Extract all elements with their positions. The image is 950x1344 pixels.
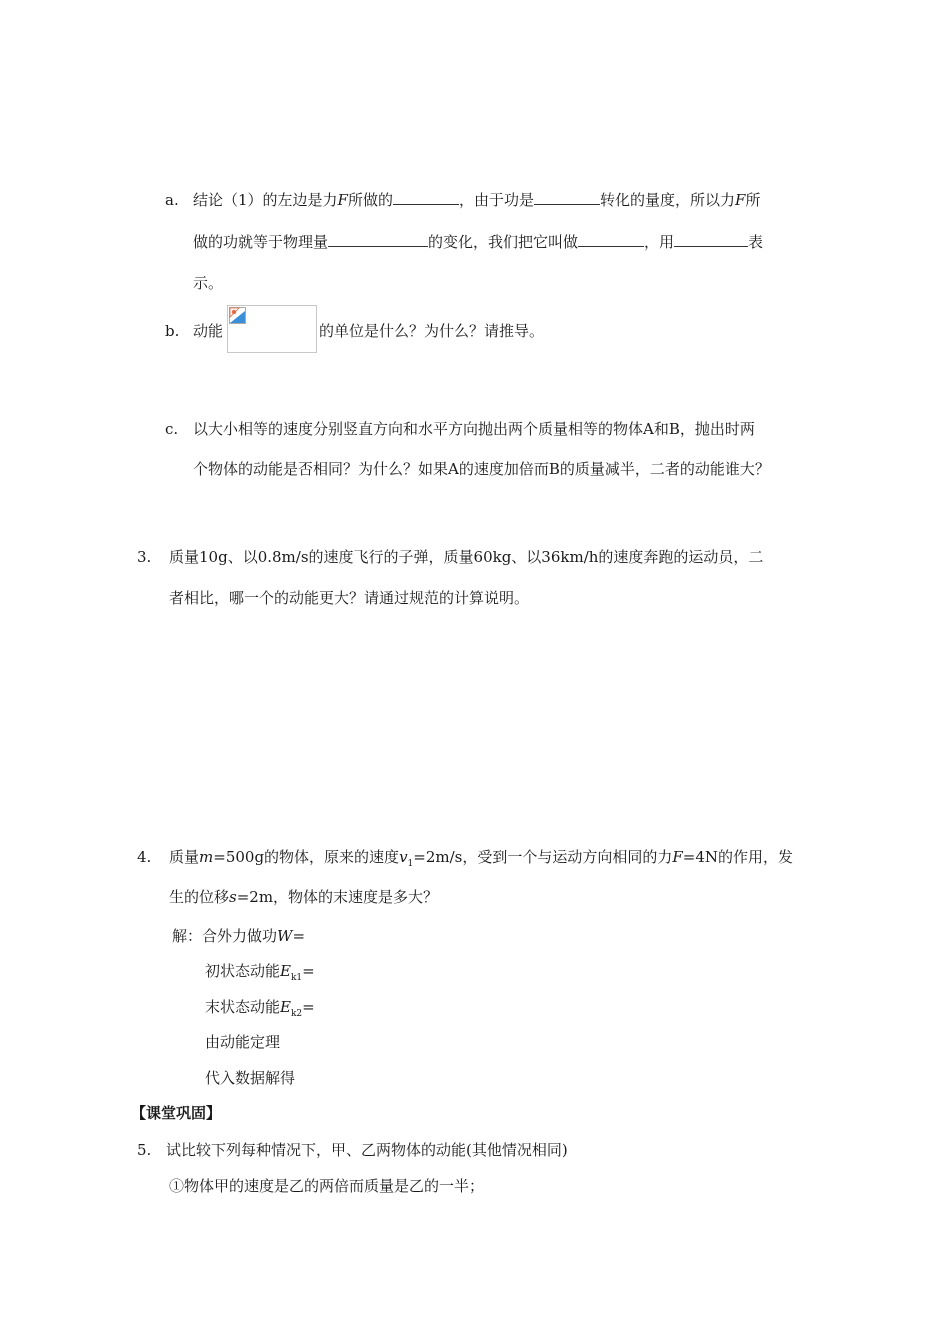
solution-solve-line: 代入数据解得 (205, 1069, 296, 1087)
blank-field[interactable] (393, 190, 459, 205)
formula-image-placeholder (227, 305, 317, 353)
item-3-line2: 者相比，哪一个的动能更大？请通过规范的计算说明。 (169, 589, 530, 607)
item-4-line2: 生的位移s=2m，物体的末速度是多大？ (169, 888, 439, 906)
solution-theorem-line: 由动能定理 (205, 1033, 281, 1051)
blank-field[interactable] (578, 232, 644, 247)
item-b-text-after: 的单位是什么？为什么？请推导。 (319, 322, 545, 340)
solution-work-line: 解：合外力做功W= (172, 927, 306, 945)
item-c-label: c. (165, 420, 179, 438)
item-a-line1: 结论（1）的左边是力F所做的 ，由于功是 转化的量度，所以力F所 (193, 191, 761, 209)
item-4-label: 4. (137, 848, 152, 866)
solution-ek2-line: 末状态动能$E_{k2}=$ (205, 998, 315, 1019)
broken-image-icon (229, 307, 246, 324)
item-3-line1: 质量10g、以0.8m/s的速度飞行的子弹，质量60kg、以36km/h的速度奔跑的运动员，二 (169, 548, 764, 566)
item-a-line2: 做的功就等于物理量 的变化，我们把它叫做 ，用 表 (193, 233, 764, 251)
section-heading: 【课堂巩固】 (131, 1104, 222, 1122)
item-3-label: 3. (137, 548, 152, 566)
item-5-label: 5. (137, 1141, 152, 1159)
blank-field[interactable] (534, 190, 600, 205)
item-c-line2: 个物体的动能是否相同？为什么？如果A的速度加倍而B的质量减半，二者的动能谁大？ (193, 460, 770, 478)
blank-field[interactable] (674, 232, 748, 247)
blank-field[interactable] (328, 232, 428, 247)
item-a-line3: 示。 (193, 274, 224, 292)
item-5-line1: 试比较下列每种情况下，甲、乙两物体的动能(其他情况相同) (166, 1141, 568, 1159)
item-c-line1: 以大小相等的速度分别竖直方向和水平方向抛出两个质量相等的物体A和B，抛出时两 (193, 420, 755, 438)
item-4-line1: 质量m=500g的物体，原来的速度$v_1=2m/s$，受到一个与运动方向相同的力F=4N的作用，发 (169, 848, 794, 869)
item-b-text-before: 动能 (193, 322, 224, 340)
item-5-sub1: ①物体甲的速度是乙的两倍而质量是乙的一半； (169, 1177, 485, 1195)
item-a-label: a. (165, 191, 179, 209)
item-b-label: b. (165, 322, 180, 340)
solution-ek1-line: 初状态动能$E_{k1}=$ (205, 962, 315, 983)
